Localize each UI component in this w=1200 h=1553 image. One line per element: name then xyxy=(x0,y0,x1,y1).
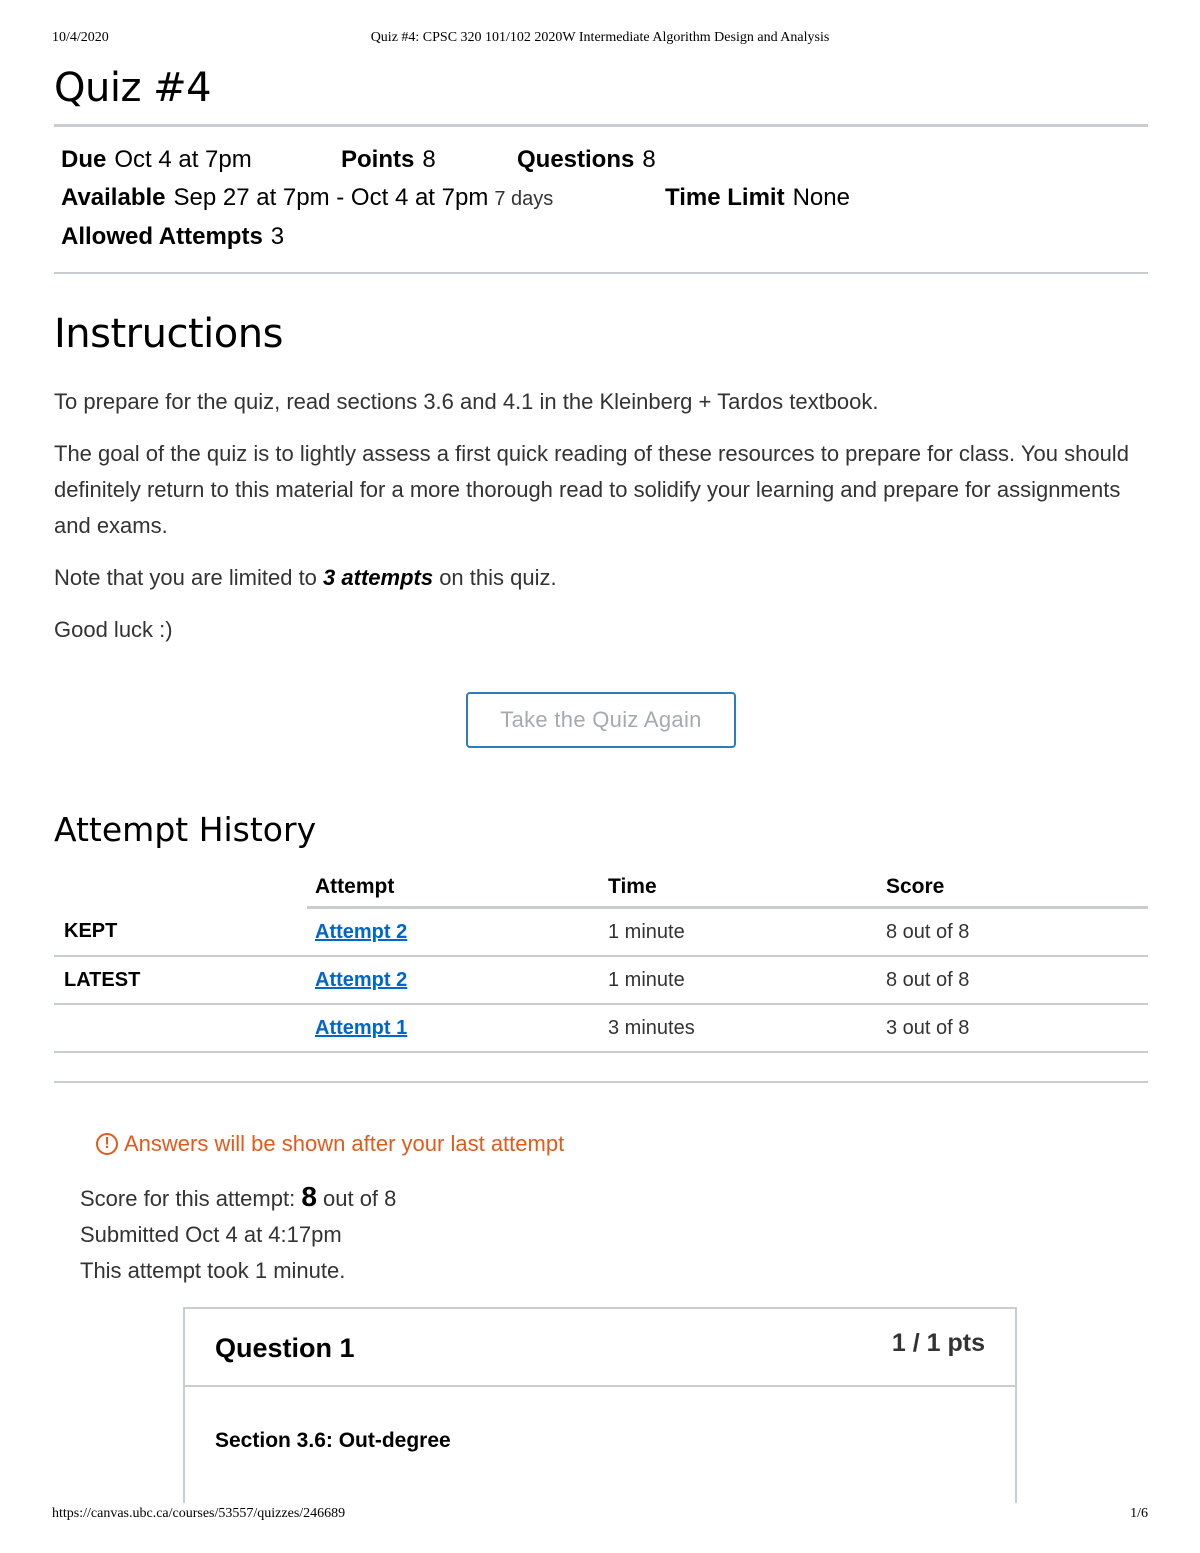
table-header-blank xyxy=(54,868,307,908)
row-time: 3 minutes xyxy=(600,1004,878,1052)
print-doc-title: Quiz #4: CPSC 320 101/102 2020W Intermediate Algorithm Design and Analysis xyxy=(370,30,830,45)
question-section: Section 3.6: Out-degree xyxy=(215,1429,451,1452)
attempt-link[interactable]: Attempt 2 xyxy=(315,920,408,943)
attempt-link[interactable]: Attempt 2 xyxy=(315,968,408,991)
questions-label: Questions xyxy=(517,146,635,173)
question-title: Question 1 xyxy=(215,1333,355,1363)
available-label: Available xyxy=(61,184,166,211)
attempts-detail xyxy=(61,218,284,256)
column-header-time: Time xyxy=(600,868,878,908)
instructions-p1: To prepare for the quiz, read sections 3.6 and 4.1 in the Kleinberg + Tardos textbook. xyxy=(54,389,879,414)
table-row xyxy=(54,956,1148,1004)
row-attempt xyxy=(307,908,600,957)
attempt-history-heading: Attempt History xyxy=(54,810,317,849)
question-points: 1 / 1 pts xyxy=(891,1329,985,1357)
row-attempt xyxy=(307,956,600,1004)
page-title: Quiz #4 xyxy=(54,65,212,111)
table-header-row xyxy=(54,868,1148,908)
time-limit-value: None xyxy=(792,184,850,211)
due-value: Oct 4 at 7pm xyxy=(114,146,252,173)
time-limit-detail xyxy=(665,179,850,217)
column-header-score: Score xyxy=(878,868,1148,908)
instructions-heading: Instructions xyxy=(54,311,283,357)
p3-after: on this quiz. xyxy=(433,565,557,590)
print-url: https://canvas.ubc.ca/courses/53557/quizzes/246689 xyxy=(52,1506,346,1521)
time-limit-label: Time Limit xyxy=(665,184,785,211)
points-detail xyxy=(341,141,517,179)
warning-icon: ! xyxy=(96,1133,118,1155)
row-attempt xyxy=(307,1004,600,1052)
attempt-link[interactable]: Attempt 1 xyxy=(315,1016,408,1039)
details-divider xyxy=(54,272,1148,274)
column-header-attempt: Attempt xyxy=(307,868,600,908)
print-footer xyxy=(52,1506,1148,1526)
row-score: 8 out of 8 xyxy=(878,908,1148,957)
main-content xyxy=(54,60,1148,1289)
print-page-number: 1/6 xyxy=(1130,1506,1148,1521)
p3-before: Note that you are limited to xyxy=(54,565,324,590)
instructions-p2: The goal of the quiz is to lightly assess a first quick reading of these resources to prepare for class. You should definitely return to this material for a more thorough read to solidify your learning and prepare for assignments and exams. xyxy=(54,441,1129,538)
row-tag: LATEST xyxy=(54,956,307,1004)
row-score: 8 out of 8 xyxy=(878,956,1148,1004)
questions-value: 8 xyxy=(642,146,656,173)
points-label: Points xyxy=(341,146,415,173)
attempts-label: Allowed Attempts xyxy=(61,223,263,250)
quiz-details xyxy=(54,127,1148,272)
points-value: 8 xyxy=(422,146,436,173)
row-score: 3 out of 8 xyxy=(878,1004,1148,1052)
available-detail xyxy=(61,179,665,218)
history-divider xyxy=(54,1081,1148,1083)
answers-warning xyxy=(96,1131,1148,1157)
warning-text: Answers will be shown after your last attempt xyxy=(124,1131,565,1156)
print-date: 10/4/2020 xyxy=(52,30,109,45)
questions-detail xyxy=(517,141,656,179)
attempt-history-table xyxy=(54,868,1148,1053)
take-quiz-again-button[interactable]: Take the Quiz Again xyxy=(466,692,736,748)
p3-emphasis: 3 attempts xyxy=(323,565,434,590)
row-tag: KEPT xyxy=(54,908,307,957)
due-label: Due xyxy=(61,146,107,173)
table-row xyxy=(54,908,1148,957)
row-time: 1 minute xyxy=(600,908,878,957)
instructions-p3 xyxy=(54,560,1148,596)
print-header xyxy=(52,30,1148,50)
table-row xyxy=(54,1004,1148,1052)
question-card xyxy=(183,1307,1017,1503)
row-time: 1 minute xyxy=(600,956,878,1004)
available-days: 7 days xyxy=(494,188,554,210)
due-detail xyxy=(61,141,341,179)
score-line xyxy=(80,1179,1148,1217)
score-suffix: out of 8 xyxy=(316,1186,397,1211)
submitted-line: Submitted Oct 4 at 4:17pm xyxy=(80,1222,342,1247)
attempts-value: 3 xyxy=(270,223,285,250)
row-tag xyxy=(54,1004,307,1052)
available-value: Sep 27 at 7pm - Oct 4 at 7pm xyxy=(173,184,489,211)
duration-line: This attempt took 1 minute. xyxy=(80,1258,346,1283)
take-quiz-wrap xyxy=(54,692,1148,748)
score-prefix: Score for this attempt: xyxy=(80,1186,302,1211)
instructions-p4: Good luck :) xyxy=(54,617,173,642)
attempt-summary xyxy=(80,1179,1148,1289)
question-header xyxy=(185,1309,1015,1387)
score-value: 8 xyxy=(301,1181,317,1212)
